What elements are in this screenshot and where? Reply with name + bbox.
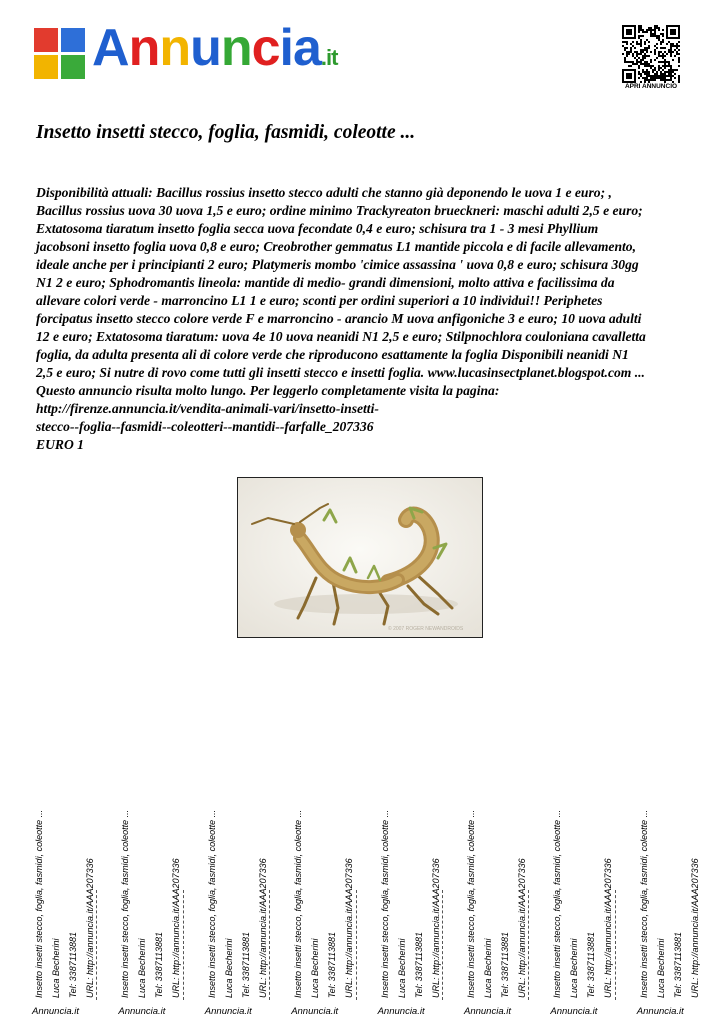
logo-letter: c — [251, 19, 280, 77]
tab-name: Luca Becherini — [51, 938, 61, 998]
tab-name: Luca Becherini — [655, 938, 666, 998]
tab-brand: Annuncia.it — [377, 1006, 425, 1017]
photo-watermark: © 2007 ROGER NEWANDROIDS — [388, 626, 464, 632]
listing-photo — [237, 477, 483, 638]
logo-letter: u — [190, 19, 221, 77]
tab-url[interactable]: URL: http://annuncia.it/AAA207336 — [603, 858, 614, 998]
tab-name: Luca Becherini — [137, 938, 148, 998]
description-line: 12 e euro; Extatosoma tiaratum: uova 4e 10 uova neanidi N1 2,5 e euro; Stilpnochlora couloniana cavalletta — [36, 329, 646, 344]
tear-off-tab — [271, 786, 357, 1024]
description-line: Disponibilità attuali: Bacillus rossius insetto stecco adulti che stanno già deponendo le uova 1 e euro; , — [36, 185, 612, 200]
description-line: Extatosoma tiaratum insetto foglia secca uova fecondate 0,4 e euro; schisura tra 1 - 3 mesi Phyllium — [36, 221, 599, 236]
logo-square-blue — [61, 28, 85, 52]
tab-name: Luca Becherini — [310, 938, 321, 998]
logo-letter: i — [279, 19, 293, 77]
tab-brand: Annuncia.it — [118, 1006, 166, 1017]
tab-title: Insetto insetti stecco, foglia, fasmidi, coleotte ... — [466, 809, 476, 998]
tab-name: Luca Becherini — [483, 938, 493, 998]
logo-square-red — [34, 28, 58, 52]
description-line: Bacillus rossius uova 30 uova 1,5 e euro; ordine minimo Trackyreaton brueckneri: maschi adulti 2,5 e euro; — [36, 203, 643, 218]
tear-off-tab — [185, 786, 271, 1024]
description-line: Questo annuncio risulta molto lungo. Per leggerlo completamente visita la pagina: — [36, 383, 500, 398]
tab-cut-line — [528, 890, 529, 1000]
tear-off-tab — [98, 786, 184, 1024]
tab-title: Insetto insetti stecco, foglia, fasmidi, coleotte ... — [293, 809, 304, 998]
annuncia-logo[interactable] — [34, 19, 374, 86]
logo-square-green — [61, 55, 85, 79]
tab-brand: Annuncia.it — [32, 1006, 80, 1017]
tab-title: Insetto insetti stecco, foglia, fasmidi, coleotte ... — [120, 809, 131, 998]
tab-brand: Annuncia.it — [550, 1006, 598, 1017]
tab-title: Insetto insetti stecco, foglia, fasmidi, coleotte ... — [34, 809, 44, 998]
tab-cut-line — [442, 890, 443, 1000]
tear-off-tab — [12, 786, 98, 1024]
description-line: allevare colori verde - marroncino L1 1 e euro; sconti per ordini superiori a 10 individui!! Periphetes — [36, 293, 603, 308]
tab-cut-line — [356, 890, 357, 1000]
logo-squares-icon — [34, 28, 86, 80]
tab-name: Luca Becherini — [396, 938, 407, 998]
description-line: EURO 1 — [36, 437, 84, 452]
tab-brand: Annuncia.it — [291, 1006, 339, 1017]
tab-url[interactable]: URL: http://annuncia.it/AAA207336 — [517, 858, 527, 998]
tab-url[interactable]: URL: http://annuncia.it/AAA207336 — [85, 858, 95, 998]
qr-label: APRI ANNUNCIO — [624, 83, 678, 90]
tab-cut-line — [615, 890, 616, 1000]
tab-brand: Annuncia.it — [464, 1006, 512, 1017]
logo-letter: a — [293, 19, 321, 77]
tab-brand: Annuncia.it — [204, 1006, 252, 1017]
tab-url[interactable]: URL: http://annuncia.it/AAA207336 — [689, 858, 700, 998]
logo-suffix: .it — [320, 45, 338, 70]
tab-cut-line — [269, 890, 270, 1000]
tab-brand: Annuncia.it — [636, 1006, 684, 1017]
insect-photo — [238, 478, 482, 637]
description-line: http://firenze.annuncia.it/vendita-animali-vari/insetto-insetti- — [36, 401, 379, 416]
tear-off-tab — [530, 786, 616, 1024]
description-line: 2,5 e euro; Si nutre di rovo come tutti gli insetti stecco e insetti foglia. www.lucasinsectplanet.blogspot.com ... — [36, 365, 645, 380]
tab-name: Luca Becherini — [569, 938, 580, 998]
tab-title: Insetto insetti stecco, foglia, fasmidi, coleotte ... — [552, 809, 563, 998]
tab-phone: Tel: 3387113881 — [68, 931, 78, 998]
description-line: forcipatus insetto stecco colore verde F e marroncino - arancio M uova anfigoniche 3 e euro; 10 uova adulti — [36, 311, 642, 326]
tab-phone: Tel: 3387113881 — [586, 931, 597, 998]
tear-off-tab — [358, 786, 444, 1024]
description-line: ideale anche per i principianti 2 euro; Platymeris mombo 'cimice assassina ' uova 0,8 e euro; schisura 30gg — [36, 257, 639, 272]
logo-letter: n — [220, 19, 252, 77]
tab-name: Luca Becherini — [223, 938, 234, 998]
tab-cut-line — [96, 890, 97, 1000]
tab-phone: Tel: 3387113881 — [500, 931, 510, 998]
listing-title: Insetto insetti stecco, foglia, fasmidi, coleotte ... — [36, 122, 416, 143]
listing-description — [36, 184, 696, 454]
tab-url[interactable]: URL: http://annuncia.it/AAA207336 — [430, 858, 441, 998]
tab-phone: Tel: 3387113881 — [154, 931, 165, 998]
logo-letter: A — [92, 19, 129, 77]
logo-square-yellow — [34, 55, 58, 79]
tab-phone: Tel: 3387113881 — [327, 931, 338, 998]
qr-code-icon[interactable] — [622, 25, 680, 83]
description-line: foglia, da adulta presenta ali di colore verde che riproducono esattamente la foglia Disponibili neanidi N1 — [36, 347, 629, 362]
tab-title: Insetto insetti stecco, foglia, fasmidi, coleotte ... — [379, 809, 390, 998]
tab-phone: Tel: 3387113881 — [413, 931, 424, 998]
tear-off-tab — [617, 786, 703, 1024]
tab-phone: Tel: 3387113881 — [240, 931, 251, 998]
description-line: jacobsoni insetto foglia uova 0,8 e euro; Creobrother gemmatus L1 mantide piccola e di facile allevamento, — [36, 239, 636, 254]
description-line: N1 2 e euro; Sphodromantis lineola: mantide di medio- grandi dimensioni, molto attiva e facilissima da — [36, 275, 615, 290]
logo-letter: n — [159, 19, 191, 77]
tear-off-tab — [444, 786, 530, 1024]
tab-phone: Tel: 3387113881 — [672, 931, 683, 998]
description-line: stecco--foglia--fasmidi--coleotteri--mantidi--farfalle_207336 — [36, 419, 374, 434]
logo-wordmark — [92, 18, 337, 78]
tab-title: Insetto insetti stecco, foglia, fasmidi, coleotte ... — [206, 809, 217, 998]
tab-url[interactable]: URL: http://annuncia.it/AAA207336 — [344, 858, 355, 998]
tab-url[interactable]: URL: http://annuncia.it/AAA207336 — [257, 858, 268, 998]
tear-off-strip — [0, 786, 725, 1024]
tab-cut-line — [183, 890, 184, 1000]
tab-url[interactable]: URL: http://annuncia.it/AAA207336 — [171, 858, 182, 998]
logo-letter: n — [128, 19, 160, 77]
tab-title: Insetto insetti stecco, foglia, fasmidi, coleotte ... — [638, 809, 649, 998]
